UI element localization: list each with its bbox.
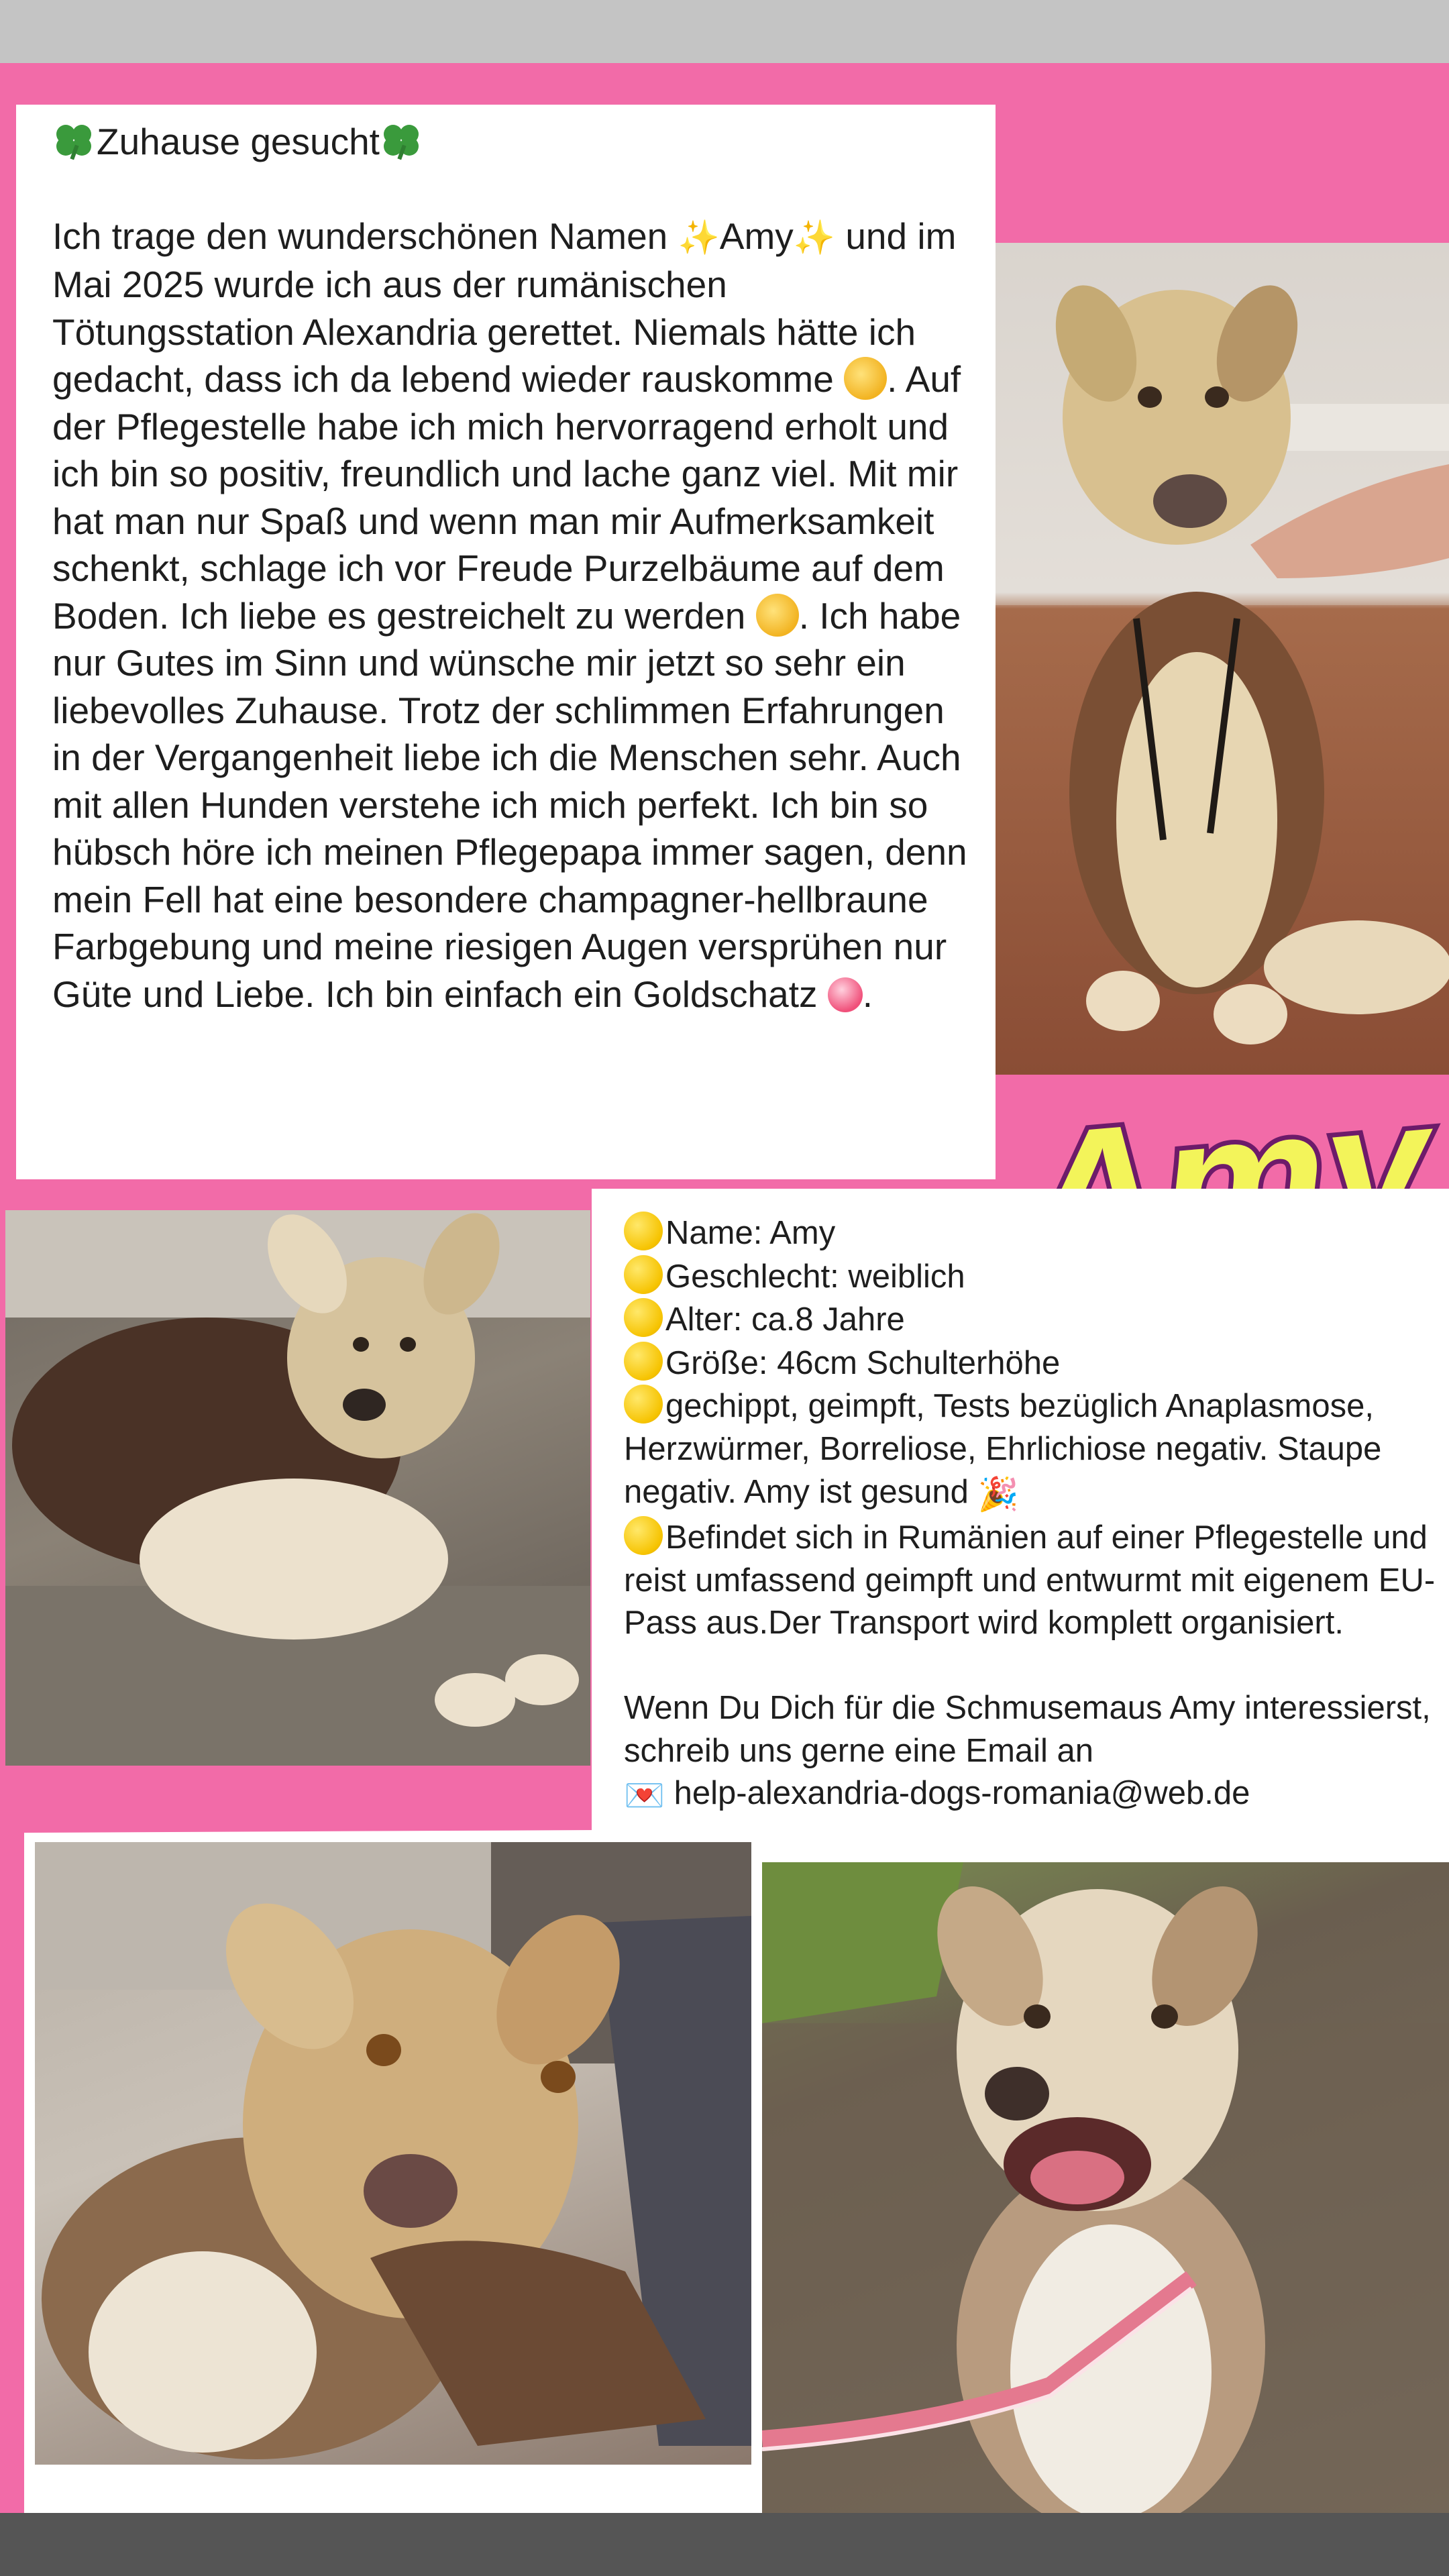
sparkling-heart-icon bbox=[828, 977, 863, 1012]
info-health bbox=[624, 1385, 1436, 1516]
dog-photo-smiling bbox=[762, 1862, 1449, 2513]
navigation-bar bbox=[0, 2513, 1449, 2576]
story-part-1: Ich trage den wunderschönen Namen bbox=[52, 215, 678, 257]
status-bar bbox=[0, 0, 1449, 63]
page-title: Zuhause gesucht bbox=[97, 121, 380, 162]
yellow-circle-icon bbox=[624, 1298, 663, 1337]
yellow-circle-icon bbox=[624, 1385, 663, 1424]
info-gender bbox=[624, 1255, 1436, 1299]
four-leaf-clover-icon bbox=[52, 122, 97, 160]
info-name bbox=[624, 1212, 1436, 1255]
info-age-text: Alter: ca.8 Jahre bbox=[665, 1301, 905, 1338]
four-leaf-clover-icon bbox=[380, 122, 424, 160]
title-line bbox=[52, 118, 978, 166]
smiling-face-with-hearts-icon bbox=[756, 594, 799, 637]
info-location bbox=[624, 1516, 1436, 1645]
yellow-circle-icon bbox=[624, 1212, 663, 1250]
love-letter-icon: 💌 bbox=[624, 1778, 665, 1815]
info-age bbox=[624, 1298, 1436, 1342]
contact-email[interactable]: help-alexandria-dogs-romania@web.de bbox=[674, 1775, 1250, 1812]
dog-photo-lying bbox=[5, 1210, 590, 1766]
yellow-circle-icon bbox=[624, 1342, 663, 1381]
party-popper-icon: 🎉 bbox=[977, 1476, 1019, 1513]
sparkles-icon: ✨ bbox=[678, 218, 720, 256]
info-size bbox=[624, 1342, 1436, 1385]
dog-photo-closeup bbox=[35, 1842, 751, 2465]
story-text bbox=[52, 118, 978, 1018]
sparkles-icon: ✨ bbox=[793, 218, 836, 256]
info-health-text: gechippt, geimpft, Tests bezüglich Anaplasmose, Herzwürmer, Borreliose, Ehrlichiose negativ. Staupe negativ. Amy ist gesund bbox=[624, 1388, 1382, 1510]
info-name-text: Name: Amy bbox=[665, 1215, 836, 1251]
story-end: . bbox=[862, 973, 873, 1015]
info-text bbox=[624, 1212, 1436, 1818]
info-location-text: Befindet sich in Rumänien auf einer Pflegestelle und reist umfassend geimpft und entwurmt mit eigenem EU-Pass aus.Der Transport wird komplett organisiert. bbox=[624, 1519, 1436, 1642]
info-gender-text: Geschlecht: weiblich bbox=[665, 1258, 965, 1295]
amy-logo-text: Amy bbox=[1028, 1075, 1428, 1289]
contact-email-line bbox=[624, 1772, 1436, 1818]
yellow-circle-icon bbox=[624, 1516, 663, 1555]
crying-face-icon bbox=[844, 357, 887, 400]
story-part-2: und im Mai 2025 wurde ich aus der rumänischen Tötungsstation Alexandria gerettet. Niemals hätte ich gedacht, dass ich da lebend wieder rauskomme bbox=[52, 215, 957, 400]
story-paragraph bbox=[52, 213, 978, 1018]
yellow-circle-icon bbox=[624, 1255, 663, 1294]
story-part-3: . Auf der Pflegestelle habe ich mich hervorragend erholt und ich bin so positiv, freundlich und lache ganz viel. Mit mir hat man nur Spaß und wenn man mir Aufmerksamkeit schenkt, schlage ich vor Freude Purzelbäume auf dem Boden. Ich liebe es gestreichelt zu werden bbox=[52, 358, 961, 637]
dog-photo-sitting bbox=[996, 243, 1449, 1075]
contact-intro: Wenn Du Dich für die Schmusemaus Amy interessierst, schreib uns gerne eine Email an bbox=[624, 1689, 1431, 1769]
info-size-text: Größe: 46cm Schulterhöhe bbox=[665, 1344, 1061, 1381]
story-part-4: . Ich habe nur Gutes im Sinn und wünsche mir jetzt so sehr ein liebevolles Zuhause. Trotz der schlimmen Erfahrungen in der Vergangenheit liebe ich die Menschen sehr. Auch mit allen Hunden verstehe ich mich perfekt. Ich bin so hübsch höre ich meinen Pflegepapa immer sagen, denn mein Fell hat eine besondere champagner-hellbraune Farbgebung und meine riesigen Augen versprühen nur Güte und Liebe. Ich bin einfach ein Goldschatz bbox=[52, 594, 967, 1015]
story-name: Amy bbox=[719, 215, 794, 257]
